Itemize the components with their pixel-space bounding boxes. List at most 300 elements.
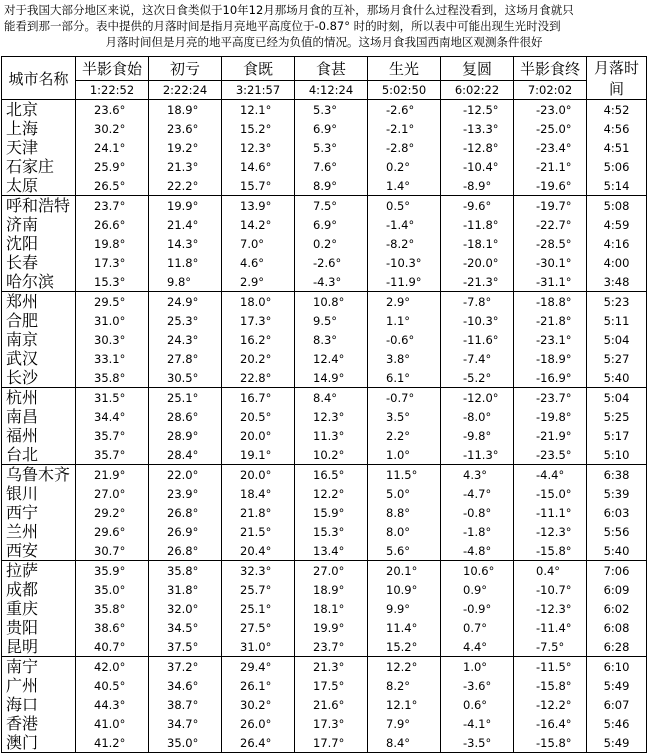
altitude-cell: 31.0° [222,637,295,657]
altitude-cell: 37.5° [149,637,222,657]
altitude-cell: 28.6° [149,407,222,426]
altitude-cell: 12.1° [222,100,295,120]
table-row [2,176,647,196]
city-name: 成都 [2,580,76,599]
table-row [2,733,647,753]
altitude-cell: 35.8° [76,599,149,618]
altitude-cell: -5.2° [441,368,514,388]
altitude-cell: 7.5° [295,196,368,216]
moonset-time: 6:10 [587,657,647,677]
altitude-cell: 30.7° [76,541,149,561]
altitude-cell: 40.5° [76,676,149,695]
table-row [2,349,647,368]
altitude-cell: -9.6° [441,196,514,216]
city-name: 福州 [2,426,76,445]
altitude-cell: 2.9° [222,272,295,292]
city-name: 广州 [2,676,76,695]
altitude-cell: 25.9° [76,157,149,176]
altitude-cell: 35.8° [76,368,149,388]
altitude-cell: 40.7° [76,637,149,657]
altitude-cell: 4.3° [441,465,514,485]
altitude-cell: 24.1° [76,138,149,157]
altitude-cell: 16.7° [222,388,295,408]
altitude-cell: 19.8° [76,234,149,253]
altitude-cell: 2.2° [368,426,441,445]
altitude-cell: 34.5° [149,618,222,637]
altitude-cell: 21.9° [76,465,149,485]
altitude-cell: -12.8° [441,138,514,157]
city-name: 上海 [2,119,76,138]
altitude-cell: -13.3° [441,119,514,138]
altitude-cell: -10.7° [514,580,587,599]
altitude-cell: 10.6° [441,561,514,581]
altitude-cell: 12.2° [368,657,441,677]
city-name: 哈尔滨 [2,272,76,292]
altitude-cell: 34.6° [149,676,222,695]
altitude-cell: 18.4° [222,484,295,503]
phase-time-header: 2:22:24 [149,80,222,99]
altitude-cell: 25.7° [222,580,295,599]
altitude-cell: -11.9° [368,272,441,292]
moonset-time: 5:04 [587,330,647,349]
altitude-cell: 17.3° [295,714,368,733]
altitude-cell: 31.5° [76,388,149,408]
altitude-cell: 12.1° [368,695,441,714]
altitude-cell: 18.9° [149,100,222,120]
altitude-cell: -21.3° [441,272,514,292]
moonset-time: 6:02 [587,599,647,618]
moonset-time: 5:06 [587,157,647,176]
phase-name-header: 食既 [222,57,295,81]
moonset-time: 3:48 [587,272,647,292]
altitude-cell: 30.5° [149,368,222,388]
altitude-cell: 21.8° [222,503,295,522]
city-name: 北京 [2,100,76,120]
altitude-cell: 11.3° [295,426,368,445]
altitude-cell: 0.5° [368,196,441,216]
altitude-cell: 23.6° [76,100,149,120]
altitude-cell: -11.3° [441,445,514,465]
altitude-cell: -23.4° [514,138,587,157]
altitude-cell: -2.8° [368,138,441,157]
altitude-cell: 1.0° [441,657,514,677]
moonset-time: 4:59 [587,215,647,234]
altitude-cell: 11.8° [149,253,222,272]
altitude-cell: -25.0° [514,119,587,138]
city-name: 石家庄 [2,157,76,176]
altitude-cell: 1.4° [368,176,441,196]
altitude-cell: 17.3° [222,311,295,330]
altitude-cell: 13.4° [295,541,368,561]
altitude-cell: 17.5° [295,676,368,695]
altitude-cell: 18.1° [295,599,368,618]
city-name: 南昌 [2,407,76,426]
table-row [2,637,647,657]
altitude-cell: 15.7° [222,176,295,196]
intro-line-1: 对于我国大部分地区来说，这次日食类似于10年12月那场月食的互补，那场月食什么过程没看到，这场月食就只 [4,3,574,17]
altitude-cell: 35.7° [76,426,149,445]
altitude-cell: 44.3° [76,695,149,714]
table-row [2,676,647,695]
altitude-cell: -11.5° [514,657,587,677]
altitude-cell: 27.0° [295,561,368,581]
table-row [2,503,647,522]
altitude-cell: -12.2° [514,695,587,714]
altitude-cell: 26.6° [76,215,149,234]
altitude-cell: 21.6° [295,695,368,714]
phase-time-header: 1:22:52 [76,80,149,99]
moonset-time: 6:07 [587,695,647,714]
altitude-cell: -0.9° [441,599,514,618]
altitude-cell: 19.1° [222,445,295,465]
altitude-cell: -18.1° [441,234,514,253]
phase-time-header: 4:12:24 [295,80,368,99]
table-row [2,388,647,408]
altitude-cell: 29.5° [76,292,149,312]
altitude-cell: 12.3° [295,407,368,426]
altitude-cell: -18.8° [514,292,587,312]
altitude-cell: 30.2° [222,695,295,714]
table-row [2,541,647,561]
altitude-cell: -4.8° [441,541,514,561]
altitude-cell: 6.9° [295,119,368,138]
altitude-cell: -12.5° [441,100,514,120]
phase-time-header: 3:21:57 [222,80,295,99]
altitude-cell: 15.2° [368,637,441,657]
moonset-column-header: 月落时间 [587,57,647,100]
altitude-cell: 3.8° [368,349,441,368]
altitude-cell: 18.0° [222,292,295,312]
city-name: 呼和浩特 [2,196,76,216]
table-row [2,407,647,426]
altitude-cell: -4.7° [441,484,514,503]
moonset-time: 5:04 [587,388,647,408]
altitude-cell: -19.8° [514,407,587,426]
moonset-time: 4:00 [587,253,647,272]
city-name: 西宁 [2,503,76,522]
moonset-time: 5:14 [587,176,647,196]
altitude-cell: 8.0° [368,522,441,541]
altitude-cell: 6.9° [295,215,368,234]
altitude-cell: 14.2° [222,215,295,234]
table-row [2,580,647,599]
phase-time-header: 5:02:50 [368,80,441,99]
altitude-cell: -1.4° [368,215,441,234]
altitude-cell: 30.3° [76,330,149,349]
altitude-cell: 8.9° [295,176,368,196]
altitude-cell: 38.7° [149,695,222,714]
city-name: 贵阳 [2,618,76,637]
city-name: 拉萨 [2,561,76,581]
altitude-cell: 20.4° [222,541,295,561]
moonset-time: 5:49 [587,676,647,695]
moonset-time: 6:38 [587,465,647,485]
altitude-cell: 15.3° [76,272,149,292]
altitude-cell: -7.4° [441,349,514,368]
altitude-cell: 0.2° [295,234,368,253]
table-row [2,368,647,388]
altitude-cell: -19.7° [514,196,587,216]
altitude-cell: 12.3° [222,138,295,157]
altitude-cell: 19.2° [149,138,222,157]
altitude-cell: 35.8° [149,561,222,581]
altitude-cell: 6.1° [368,368,441,388]
altitude-cell: 41.2° [76,733,149,753]
altitude-cell: 15.3° [295,522,368,541]
table-row [2,445,647,465]
city-name: 昆明 [2,637,76,657]
altitude-cell: 35.0° [149,733,222,753]
altitude-cell: -23.5° [514,445,587,465]
altitude-cell: 20.2° [222,349,295,368]
altitude-cell: 18.9° [295,580,368,599]
moonset-time: 5:08 [587,196,647,216]
city-name: 天津 [2,138,76,157]
altitude-cell: 21.4° [149,215,222,234]
altitude-cell: -1.8° [441,522,514,541]
altitude-cell: -10.3° [368,253,441,272]
altitude-cell: 24.3° [149,330,222,349]
altitude-cell: -16.4° [514,714,587,733]
altitude-cell: 20.1° [368,561,441,581]
altitude-cell: 5.0° [368,484,441,503]
altitude-cell: -23.1° [514,330,587,349]
altitude-cell: 8.4° [295,388,368,408]
altitude-cell: -10.4° [441,157,514,176]
moonset-time: 5:23 [587,292,647,312]
moonset-time: 4:52 [587,100,647,120]
moonset-time: 5:49 [587,733,647,753]
altitude-cell: 13.9° [222,196,295,216]
table-row [2,100,647,120]
altitude-cell: -21.8° [514,311,587,330]
altitude-cell: -12.3° [514,599,587,618]
altitude-cell: 26.8° [149,503,222,522]
altitude-cell: -21.1° [514,157,587,176]
table-row [2,119,647,138]
city-name: 兰州 [2,522,76,541]
altitude-cell: -11.8° [441,215,514,234]
altitude-cell: 16.2° [222,330,295,349]
intro-text [4,2,644,50]
table-row [2,657,647,677]
altitude-cell: 14.3° [149,234,222,253]
moonset-time: 4:56 [587,119,647,138]
altitude-cell: 25.3° [149,311,222,330]
table-row [2,599,647,618]
altitude-cell: 10.2° [295,445,368,465]
altitude-cell: -23.7° [514,388,587,408]
altitude-cell: -7.8° [441,292,514,312]
moonset-time: 5:10 [587,445,647,465]
altitude-cell: 9.5° [295,311,368,330]
altitude-cell: 35.0° [76,580,149,599]
altitude-cell: 16.5° [295,465,368,485]
phase-time-header: 6:02:22 [441,80,514,99]
table-row [2,484,647,503]
city-name: 澳门 [2,733,76,753]
altitude-cell: 29.6° [76,522,149,541]
altitude-cell: -23.0° [514,100,587,120]
altitude-cell: 29.4° [222,657,295,677]
altitude-cell: -4.4° [514,465,587,485]
altitude-cell: 31.0° [76,311,149,330]
altitude-cell: 20.0° [222,426,295,445]
phase-name-header: 生光 [368,57,441,81]
altitude-cell: 10.8° [295,292,368,312]
altitude-cell: 23.7° [295,637,368,657]
altitude-cell: 35.9° [76,561,149,581]
intro-line-3: 月落时间但是月亮的地平高度已经为负值的情况。这场月食我国西南地区观测条件很好 [105,35,543,49]
moonset-time: 5:27 [587,349,647,368]
table-row [2,330,647,349]
altitude-cell: 27.8° [149,349,222,368]
phase-name-header: 半影食终 [514,57,587,81]
altitude-cell: -8.0° [441,407,514,426]
altitude-cell: -12.0° [441,388,514,408]
altitude-cell: 11.5° [368,465,441,485]
moonset-time: 5:46 [587,714,647,733]
altitude-cell: 11.4° [368,618,441,637]
altitude-cell: 38.6° [76,618,149,637]
altitude-cell: 22.2° [149,176,222,196]
altitude-cell: 1.0° [368,445,441,465]
table-row [2,311,647,330]
altitude-cell: -15.0° [514,484,587,503]
altitude-cell: -2.6° [295,253,368,272]
altitude-cell: 28.9° [149,426,222,445]
city-name: 杭州 [2,388,76,408]
altitude-cell: -11.4° [514,618,587,637]
table-row [2,561,647,581]
altitude-cell: -30.1° [514,253,587,272]
city-name: 重庆 [2,599,76,618]
altitude-cell: -10.3° [441,311,514,330]
phase-name-header: 初亏 [149,57,222,81]
table-row [2,292,647,312]
altitude-cell: 9.9° [368,599,441,618]
altitude-cell: 8.8° [368,503,441,522]
altitude-cell: 5.3° [295,100,368,120]
table-row [2,426,647,445]
altitude-cell: 37.2° [149,657,222,677]
moonset-time: 6:28 [587,637,647,657]
moonset-time: 4:51 [587,138,647,157]
altitude-cell: 27.0° [76,484,149,503]
altitude-cell: -8.2° [368,234,441,253]
altitude-cell: 14.9° [295,368,368,388]
altitude-cell: 21.3° [295,657,368,677]
altitude-cell: 34.7° [149,714,222,733]
altitude-cell: -22.7° [514,215,587,234]
altitude-cell: 4.6° [222,253,295,272]
altitude-cell: 0.2° [368,157,441,176]
city-name: 台北 [2,445,76,465]
altitude-cell: 5.3° [295,138,368,157]
table-row [2,618,647,637]
moonset-time: 4:16 [587,234,647,253]
city-name: 长沙 [2,368,76,388]
altitude-cell: 7.9° [368,714,441,733]
table-row [2,253,647,272]
altitude-cell: 14.6° [222,157,295,176]
altitude-cell: 23.7° [76,196,149,216]
altitude-cell: 20.0° [222,465,295,485]
moonset-time: 7:06 [587,561,647,581]
altitude-cell: 34.4° [76,407,149,426]
city-name: 合肥 [2,311,76,330]
altitude-cell: 8.4° [368,733,441,753]
altitude-cell: 0.9° [441,580,514,599]
phase-name-header: 半影食始 [76,57,149,81]
altitude-cell: 26.1° [222,676,295,695]
moonset-time: 5:40 [587,541,647,561]
moonset-time: 5:17 [587,426,647,445]
altitude-cell: 23.9° [149,484,222,503]
altitude-cell: -19.6° [514,176,587,196]
table-row [2,465,647,485]
altitude-cell: -7.5° [514,637,587,657]
altitude-cell: 8.3° [295,330,368,349]
table-row [2,157,647,176]
altitude-cell: 15.9° [295,503,368,522]
eclipse-table [1,56,647,753]
altitude-cell: 25.1° [149,388,222,408]
altitude-cell: 25.1° [222,599,295,618]
altitude-cell: 19.9° [149,196,222,216]
altitude-cell: 15.2° [222,119,295,138]
altitude-cell: -18.9° [514,349,587,368]
phase-time-header: 7:02:02 [514,80,587,99]
altitude-cell: 1.1° [368,311,441,330]
city-name: 海口 [2,695,76,714]
altitude-cell: 27.5° [222,618,295,637]
altitude-cell: 9.8° [149,272,222,292]
altitude-cell: -4.1° [441,714,514,733]
altitude-cell: 41.0° [76,714,149,733]
table-row [2,234,647,253]
altitude-cell: 30.2° [76,119,149,138]
altitude-cell: -28.5° [514,234,587,253]
altitude-cell: -11.1° [514,503,587,522]
altitude-cell: 10.9° [368,580,441,599]
city-name: 武汉 [2,349,76,368]
table-row [2,215,647,234]
altitude-cell: 23.6° [149,119,222,138]
altitude-cell: -4.3° [295,272,368,292]
altitude-cell: 17.3° [76,253,149,272]
altitude-cell: 32.0° [149,599,222,618]
altitude-cell: 29.2° [76,503,149,522]
city-name: 太原 [2,176,76,196]
moonset-time: 5:25 [587,407,647,426]
altitude-cell: 31.8° [149,580,222,599]
city-name: 乌鲁木齐 [2,465,76,485]
city-name: 济南 [2,215,76,234]
city-name: 南京 [2,330,76,349]
altitude-cell: 28.4° [149,445,222,465]
altitude-cell: -3.5° [441,733,514,753]
intro-line-2: 能看到那一部分。表中提供的月落时间是指月亮地平高度位于-0.87° 时的时刻，所以表中可能出现生光时没到 [4,19,561,33]
altitude-cell: 21.5° [222,522,295,541]
altitude-cell: -0.6° [368,330,441,349]
altitude-cell: 33.1° [76,349,149,368]
altitude-cell: -20.0° [441,253,514,272]
altitude-cell: -0.8° [441,503,514,522]
altitude-cell: -11.6° [441,330,514,349]
altitude-cell: 2.9° [368,292,441,312]
table-body [2,100,647,753]
